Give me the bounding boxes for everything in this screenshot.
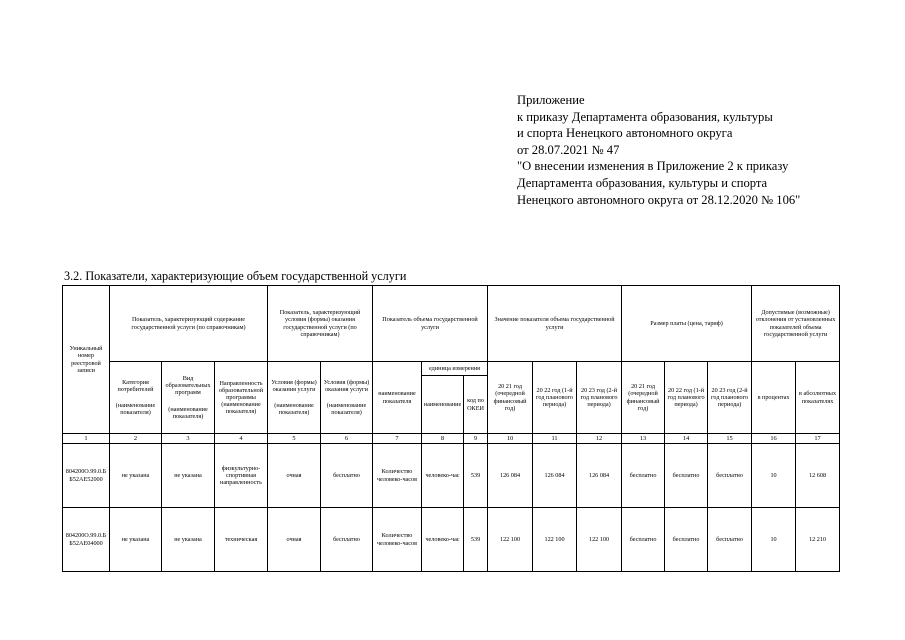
cell-category: не указана [110,508,162,572]
column-number: 1 [63,434,110,444]
cell-deviation-percent: 10 [752,444,796,508]
group-volume-values: Значение показателя объема государственной услуги [488,286,622,362]
column-number: 4 [215,434,268,444]
cell-fee-2023: бесплатно [708,444,752,508]
cell-fee-2021: бесплатно [622,508,665,572]
group-fee-size: Размер платы (цена, тариф) [622,286,752,362]
col-fee-2023: 20 23 год (2-й год планового периода) [708,362,752,434]
cell-category: не указана [110,444,162,508]
column-number: 2 [110,434,162,444]
col-condition-2: Условия (формы) оказания услуги (наименование показателя) [321,362,373,434]
header-line: Приложение [517,93,585,107]
cell-value-2022: 122 100 [533,508,577,572]
cell-direction: физкультурно-спортивная направленность [215,444,268,508]
col-program-kind: Вид образовательных программ (наименование показателя) [162,362,215,434]
cell-registry-id: 804200О.99.0.ББ52АЕ04000 [63,508,110,572]
header-line: от 28.07.2021 № 47 [517,142,620,157]
column-number: 12 [577,434,622,444]
column-number-row [63,434,840,444]
col-direction: Направленность образовательной программы (наименование показателя) [215,362,268,434]
header-line: к приказу Департамента образования, культуры [517,109,773,124]
cell-deviation-absolute: 12 608 [796,444,840,508]
cell-program-kind: не указана [162,508,215,572]
group-content-indicator: Показатель, характеризующий содержание государственной услуги (по справочникам) [110,286,268,362]
cell-value-2021: 122 100 [488,508,533,572]
group-allowed-deviation: Допустимые (возможные) отклонения от установленных показателей объема государственной услуги [752,286,840,362]
column-number: 10 [488,434,533,444]
cell-volume-name: Количество человеко-часов [373,444,422,508]
cell-fee-2021: бесплатно [622,444,665,508]
col-unit-name: наименование [422,376,464,434]
section-title: 3.2. Показатели, характеризующие объем государственной услуги [64,269,407,283]
header-unique-number: Уникальный номер реестровой записи [63,286,110,434]
header-line: Департамента образования, культуры и спорта [517,175,768,190]
col-category: Категория потребителей (наименование показателя) [110,362,162,434]
header-line: Ненецкого автономного округа от 28.12.2020 № 106" [517,192,801,207]
column-number: 3 [162,434,215,444]
column-number: 5 [268,434,321,444]
cell-fee-2022: бесплатно [665,444,708,508]
cell-unit-code: 539 [464,508,488,572]
col-fee-2022: 20 22 год (1-й год планового периода) [665,362,708,434]
cell-program-kind: не указана [162,444,215,508]
cell-condition-2: бесплатно [321,508,373,572]
cell-unit-name: человеко-час [422,444,464,508]
cell-deviation-absolute: 12 210 [796,508,840,572]
group-volume-indicator: Показатель объема государственной услуги [373,286,488,362]
cell-value-2022: 126 084 [533,444,577,508]
col-fee-2021: 20 21 год (очередной финансовый год) [622,362,665,434]
col-value-2022: 20 22 год (1-й год планового периода) [533,362,577,434]
cell-condition-1: очная [268,508,321,572]
cell-unit-name: человеко-час [422,508,464,572]
column-number: 14 [665,434,708,444]
header-line: и спорта Ненецкого автономного округа [517,126,733,141]
cell-fee-2022: бесплатно [665,508,708,572]
cell-volume-name: Количество человеко-часов [373,508,422,572]
col-unit-code: код по ОКЕИ [464,376,488,434]
cell-direction: техническая [215,508,268,572]
cell-value-2023: 122 100 [577,508,622,572]
cell-condition-1: очная [268,444,321,508]
col-unit: единица измерения [422,362,488,376]
cell-condition-2: бесплатно [321,444,373,508]
volume-indicators-table [62,285,840,572]
table-row [63,508,840,572]
group-conditions-indicator: Показатель, характеризующий условия (формы) оказания государственной услуги (по справочникам) [268,286,373,362]
col-deviation-percent: в процентах [752,362,796,434]
cell-registry-id: 804200О.99.0.ББ52АЕ52000 [63,444,110,508]
col-condition-1: Условия (формы) оказания услуги (наименование показателя) [268,362,321,434]
column-number: 11 [533,434,577,444]
column-number: 6 [321,434,373,444]
table-row [63,444,840,508]
col-value-2021: 20 21 год (очередной финансовый год) [488,362,533,434]
column-number: 16 [752,434,796,444]
column-number: 8 [422,434,464,444]
cell-value-2021: 126 084 [488,444,533,508]
col-deviation-absolute: в абсолютных показателях [796,362,840,434]
col-value-2023: 20 23 год (2-й год планового периода) [577,362,622,434]
cell-fee-2023: бесплатно [708,508,752,572]
order-header [517,92,847,208]
column-number: 9 [464,434,488,444]
header-line: "О внесении изменения в Приложение 2 к приказу [517,159,789,174]
cell-deviation-percent: 10 [752,508,796,572]
col-volume-name: наименование показателя [373,362,422,434]
column-number: 13 [622,434,665,444]
column-number: 17 [796,434,840,444]
cell-unit-code: 539 [464,444,488,508]
column-number: 7 [373,434,422,444]
cell-value-2023: 126 084 [577,444,622,508]
column-number: 15 [708,434,752,444]
